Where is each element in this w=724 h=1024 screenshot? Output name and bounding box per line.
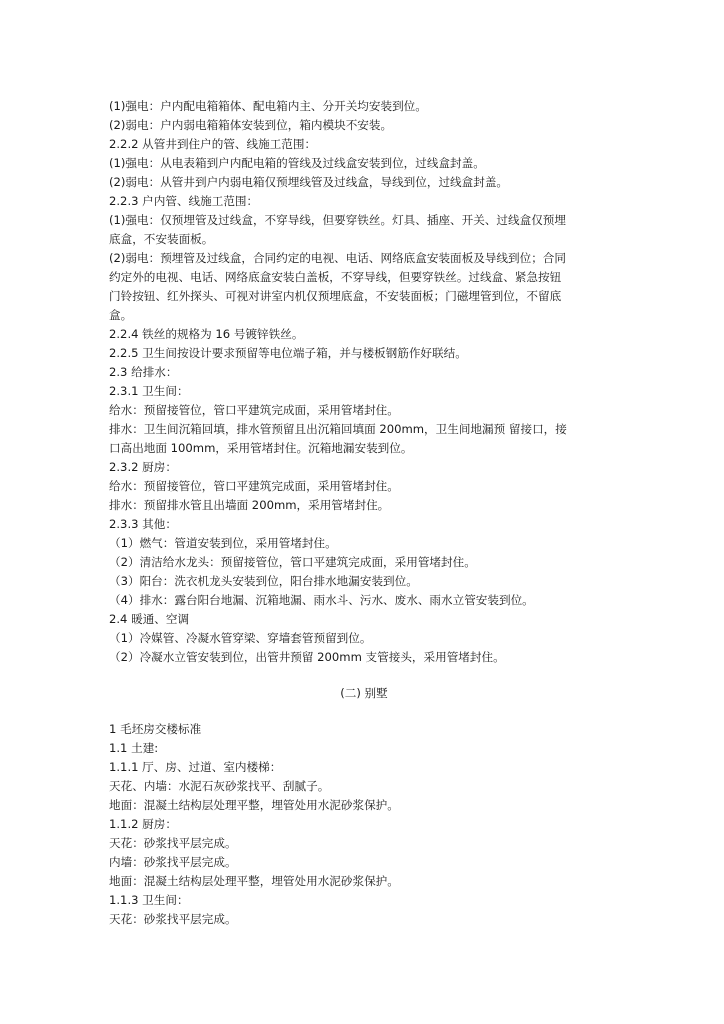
- text-line: 天花、内墙：水泥石灰砂浆找平、刮腻子。: [109, 779, 330, 793]
- text-line: (1)强电：户内配电箱箱体、配电箱内主、分开关均安装到位。: [109, 99, 427, 113]
- text-line: (2)弱电：预埋管及过线盒，合同约定的电视、电话、网络底盒安装面板及导线到位；合同: [109, 251, 566, 265]
- text-line: （4）排水：露台阳台地漏、沉箱地漏、雨水斗、污水、废水、雨水立管安装到位。: [109, 593, 534, 607]
- text-line: 1.1.2 厨房：: [109, 817, 177, 831]
- text-line: (1)强电：从电表箱到户内配电箱的管线及过线盒安装到位，过线盒封盖。: [109, 156, 485, 170]
- text-line: 排水：预留排水管且出墙面 200mm，采用管堵封住。: [109, 498, 390, 512]
- text-line: (2)弱电：从管井到户内弱电箱仅预埋线管及过线盒，导线到位，过线盒封盖。: [109, 175, 509, 189]
- text-line: （2）冷凝水立管安装到位，出管井预留 200mm 支管接头，采用管堵封住。: [109, 650, 505, 664]
- text-line: 盒。: [109, 308, 133, 322]
- text-line: 2.2.2 从管井到住户的管、线施工范围：: [109, 137, 317, 151]
- text-line: 2.3 给排水：: [109, 365, 178, 379]
- document-body-top: [109, 97, 619, 667]
- text-line: 1.1.1 厅、房、过道、室内楼梯：: [109, 760, 282, 774]
- text-line: 天花：砂浆找平层完成。: [109, 912, 237, 926]
- text-line: 1 毛坯房交楼标准: [109, 722, 202, 736]
- text-line: 2.3.3 其他：: [109, 517, 177, 531]
- text-line: 口高出地面 100mm，采用管堵封住。沉箱地漏安装到位。: [109, 441, 413, 455]
- text-line: 约定外的电视、电话、网络底盒安装白盖板，不穿导线，但要穿铁丝。过线盒、紧急按钮: [109, 270, 562, 284]
- text-line: 排水：卫生间沉箱回填，排水管预留且出沉箱回填面 200mm，卫生间地漏预 留接口，接: [109, 422, 567, 436]
- text-line: 1.1.3 卫生间：: [109, 893, 189, 907]
- text-line: （1）燃气：管道安装到位，采用管堵封住。: [109, 536, 337, 550]
- text-line: 门铃按钮、红外探头、可视对讲室内机仅预埋底盒，不安装面板；门磁埋管到位，不留底: [109, 289, 562, 303]
- text-line: 天花：砂浆找平层完成。: [109, 836, 237, 850]
- text-line: 2.4 暖通、空调: [109, 612, 190, 626]
- text-line: 2.3.2 厨房：: [109, 460, 177, 474]
- text-line: 内墙：砂浆找平层完成。: [109, 855, 237, 869]
- text-line: （1）冷媒管、冷凝水管穿梁、穿墙套管预留到位。: [109, 631, 372, 645]
- text-line: 1.1 土建:: [109, 741, 159, 755]
- text-line: （3）阳台：洗衣机龙头安装到位，阳台排水地漏安装到位。: [109, 574, 418, 588]
- text-line: （2）清洁给水龙头：预留接管位，管口平建筑完成面，采用管堵封住。: [109, 555, 476, 569]
- text-line: 2.2.4 铁丝的规格为 16 号镀锌铁丝。: [109, 327, 304, 341]
- document-body-bottom: [109, 720, 619, 929]
- text-line: 2.2.5 卫生间按设计要求预留等电位端子箱，并与楼板钢筋作好联结。: [109, 346, 467, 360]
- document-page: [109, 97, 619, 929]
- text-line: (1)强电：仅预埋管及过线盒，不穿导线，但要穿铁丝。灯具、插座、开关、过线盒仅预埋: [109, 213, 566, 227]
- text-line: 给水：预留接管位，管口平建筑完成面，采用管堵封住。: [109, 479, 399, 493]
- text-line: 地面：混凝土结构层处理平整，埋管处用水泥砂浆保护。: [109, 874, 399, 888]
- text-line: 给水：预留接管位，管口平建筑完成面，采用管堵封住。: [109, 403, 399, 417]
- section-heading: (二) 别墅: [340, 686, 388, 700]
- text-line: (2)弱电：户内弱电箱箱体安装到位，箱内模块不安装。: [109, 118, 393, 132]
- text-line: 2.2.3 户内管、线施工范围：: [109, 194, 259, 208]
- text-line: 地面：混凝土结构层处理平整，埋管处用水泥砂浆保护。: [109, 798, 399, 812]
- text-line: 底盒，不安装面板。: [109, 232, 214, 246]
- text-line: 2.3.1 卫生间：: [109, 384, 189, 398]
